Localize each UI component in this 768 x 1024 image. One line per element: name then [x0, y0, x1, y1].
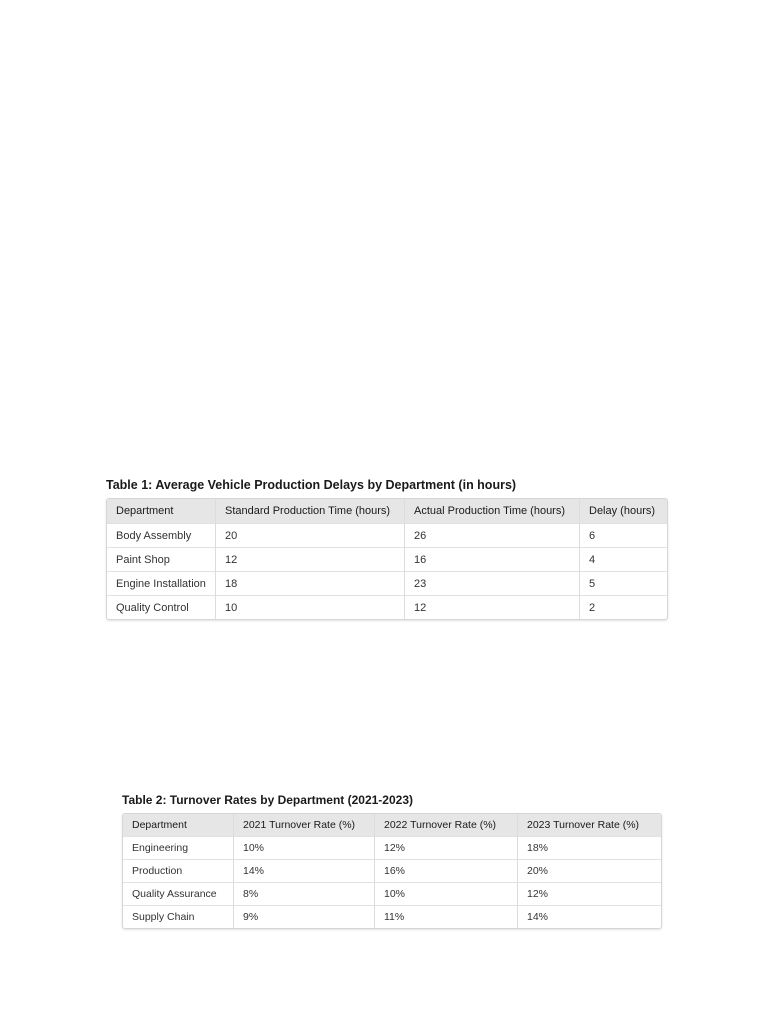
table-cell: 4 [580, 548, 667, 572]
table1-header-delay: Delay (hours) [580, 499, 667, 524]
table2-header-department: Department [123, 814, 234, 837]
table1-header-department: Department [107, 499, 216, 524]
table-cell: Quality Control [107, 596, 216, 619]
table-cell: Production [123, 860, 234, 883]
table-cell: 16 [405, 548, 580, 572]
table-row [107, 596, 667, 619]
table-cell: 8% [234, 883, 375, 906]
table-cell: Engine Installation [107, 572, 216, 596]
table-row [123, 883, 661, 906]
table-cell: 10% [375, 883, 518, 906]
table-cell: Body Assembly [107, 524, 216, 548]
table-cell: 12 [405, 596, 580, 619]
table-cell: Quality Assurance [123, 883, 234, 906]
table-row [123, 837, 661, 860]
table-cell: 9% [234, 906, 375, 928]
table-cell: 12% [518, 883, 661, 906]
table-row [107, 524, 667, 548]
table1-caption: Table 1: Average Vehicle Production Delays by Department (in hours) [106, 478, 517, 492]
table-cell: 14% [234, 860, 375, 883]
table2-block [122, 793, 660, 929]
table-cell: 12% [375, 837, 518, 860]
table-cell: 10% [234, 837, 375, 860]
table-cell: 14% [527, 911, 549, 923]
table1-block [106, 478, 666, 620]
table-cell: 6 [580, 524, 667, 548]
table1-header-actual-time: Actual Production Time (hours) [405, 499, 580, 524]
table2-header-2021: 2021 Turnover Rate (%) [234, 814, 375, 837]
table-cell: 26 [405, 524, 580, 548]
table-cell: 18% [518, 837, 661, 860]
table-row [107, 548, 667, 572]
table-row [123, 860, 661, 883]
table-row [123, 906, 661, 928]
table2-header-2023: 2023 Turnover Rate (%) [518, 814, 661, 837]
table-cell: 16% [375, 860, 518, 883]
table1-header-standard-time: Standard Production Time (hours) [216, 499, 405, 524]
table1-header-row [107, 499, 667, 524]
table-cell: 20% [518, 860, 661, 883]
table-row [107, 572, 667, 596]
table-cell: 10 [216, 596, 405, 619]
table-cell: 11% [375, 906, 518, 928]
table-cell: Engineering [123, 837, 234, 860]
table2 [122, 813, 662, 929]
table2-header-row [123, 814, 661, 837]
table-cell: 20 [216, 524, 405, 548]
table-cell: 2 [589, 601, 596, 614]
table-cell: Paint Shop [107, 548, 216, 572]
table-cell: 5 [580, 572, 667, 596]
table-cell: 23 [405, 572, 580, 596]
table1 [106, 498, 668, 620]
table2-caption: Table 2: Turnover Rates by Department (2021-2023) [122, 793, 413, 807]
table-cell: 12 [216, 548, 405, 572]
table-cell: 18 [216, 572, 405, 596]
table2-header-2022: 2022 Turnover Rate (%) [375, 814, 518, 837]
table-cell: Supply Chain [123, 906, 234, 928]
